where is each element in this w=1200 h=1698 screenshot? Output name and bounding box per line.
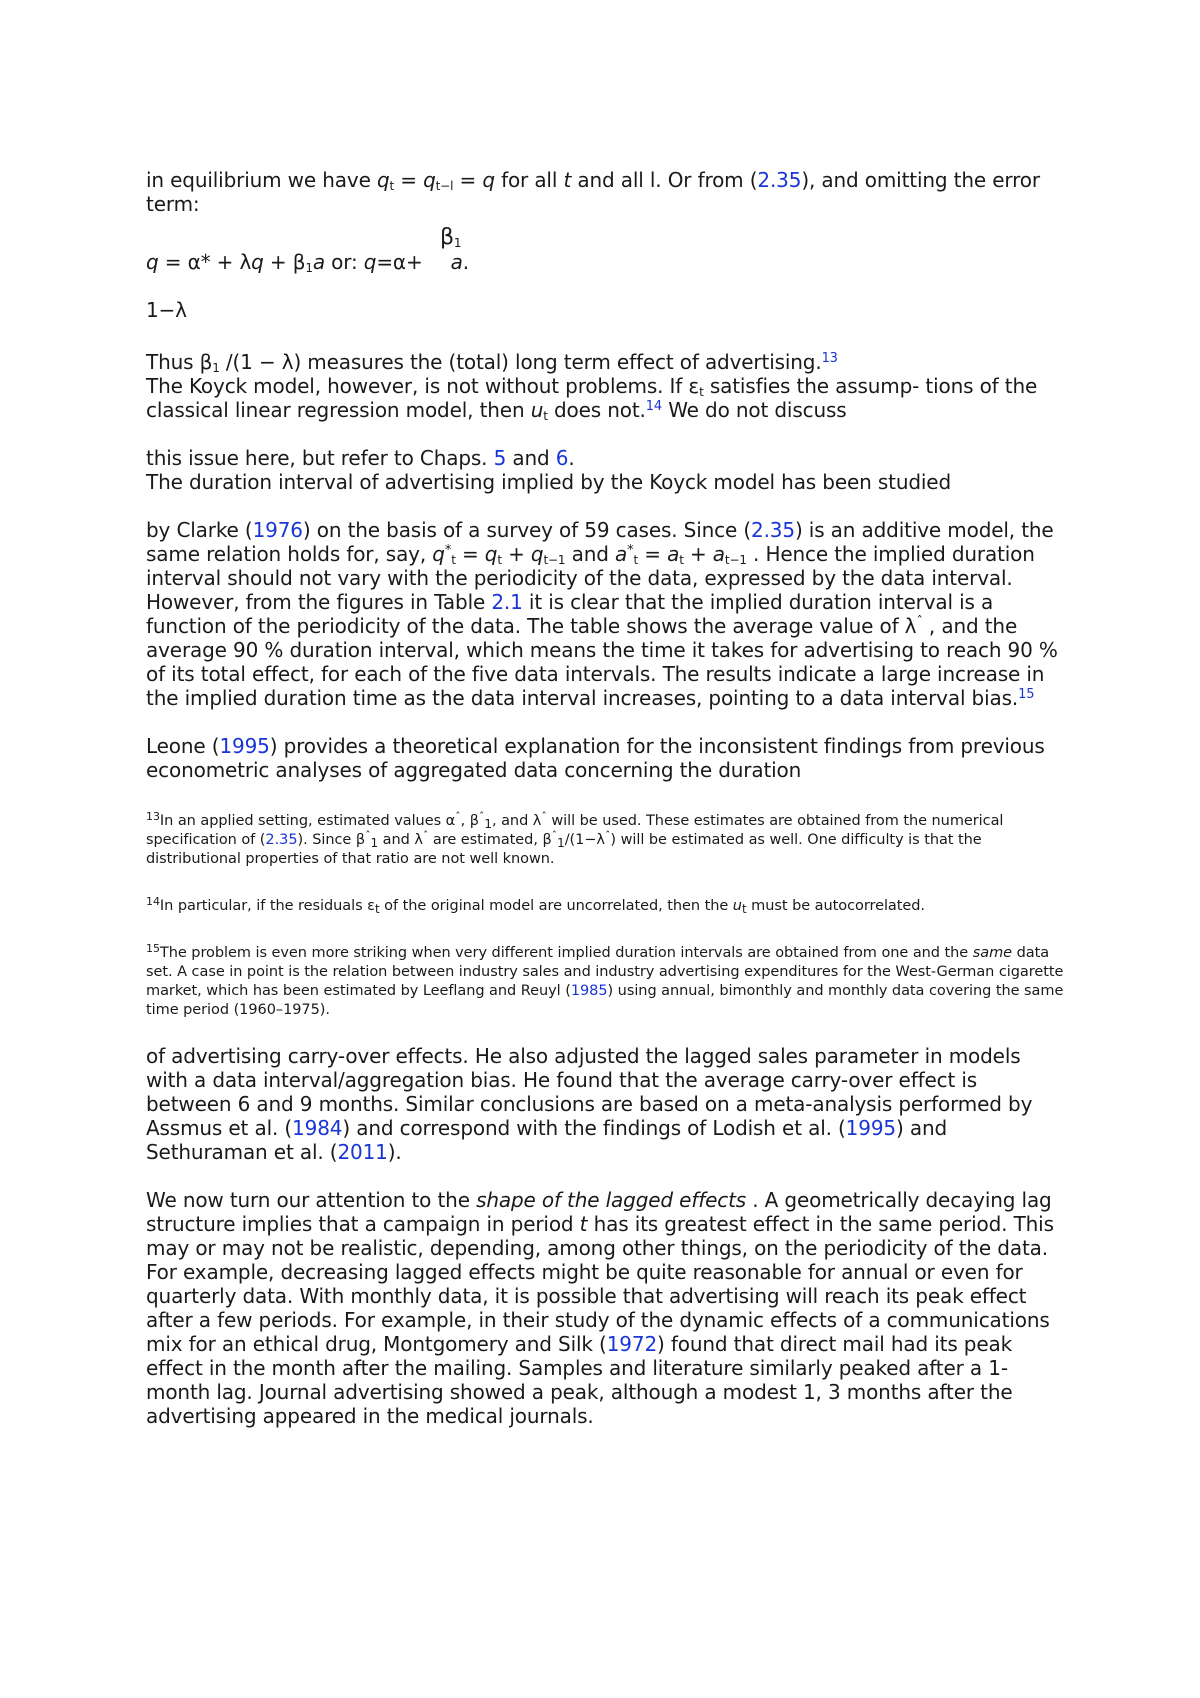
paragraph-clarke: by Clarke (1976) on the basis of a survey of 59 cases. Since (2.35) is an additive model, the same relation holds for, say, $q^*_t = q_t + q_{t-1}$ and $a^*_t = a_t + a_{t-1}$ . Hence the implied duration interval should not vary with the periodicity of the data, expressed by the data interval. However, from the figures in Table 2.1 it is clear that the implied duration interval is a function of the periodicity of the data. The table shows the average value of $\lambda^ˆ$ , and the average 90 % duration interval, which means the time it takes for advertising to reach 90 % of its total effect, for each of the five data intervals. The results indicate a large increase in the implied duration time as the data interval increases, pointing to a data interval bias.$^{15}$ bbox=[146, 518, 1058, 710]
equation-long-term: $\beta_1$ $q = \alpha* + \lambda q + \beta_1a$ or: q=α+ a. bbox=[146, 225, 469, 275]
footnote-15: $^{15}$The problem is even more striking when very different implied duration intervals are obtained from one and the same data set. A case in point is the relation between industry sales and industry advertising expenditures for the West-German cigarette market, which has been estimated by Leeflang and Reuyl (1985) using annual, bimonthly and monthly data covering the same time period (1960–1975). bbox=[146, 942, 1064, 1018]
footnote-14: $^{14}$In particular, if the residuals $\varepsilon_t$ of the original model are uncorrelated, then the $u_t$ must be autocorrelated. bbox=[146, 895, 925, 916]
paragraph-equilibrium: in equilibrium we have $q_t = q_{t-l} = q$ for all t and all l. Or from (2.35), and omitting the error term: bbox=[146, 168, 1040, 216]
chapter-6-link[interactable]: 6 bbox=[555, 446, 569, 470]
chapter-5-link[interactable]: 5 bbox=[493, 446, 507, 470]
equation-fraction-numerator: $\beta_1$ bbox=[440, 225, 462, 250]
paragraph-carry-over: of advertising carry-over effects. He also adjusted the lagged sales parameter in models with a data interval/aggregation bias. He found that the average carry-over effect is between 6 and 9 months. Similar conclusions are based on a meta-analysis performed by Assmus et al. (1984) and correspond with the findings of Lodish et al. (1995) and Sethuraman et al. (2011). bbox=[146, 1044, 1033, 1164]
table-2-1-link[interactable]: 2.1 bbox=[491, 590, 523, 614]
citation-leone-1995[interactable]: 1995 bbox=[219, 734, 270, 758]
page-content bbox=[146, 168, 1066, 1428]
footnote-13: $^{13}$In an applied setting, estimated values $\alpha^ˆ$, $\beta^ˆ_1$, and $\lambda^ˆ$ will be used. These estimates are obtained from the numerical specification of (2.35). Since $\beta^ˆ_1$ and $\lambda^ˆ$ are estimated, $\beta^ˆ_1/(1-\lambda^ˆ)$ will be estimated as well. One difficulty is that the distributional properties of that ratio are not well known. bbox=[146, 810, 1004, 867]
citation-sethuraman-2011[interactable]: 2011 bbox=[337, 1140, 388, 1164]
citation-leeflang-reuyl-1985[interactable]: 1985 bbox=[570, 983, 608, 999]
citation-lodish-1995[interactable]: 1995 bbox=[845, 1116, 896, 1140]
footnote-15-link[interactable]: 15 bbox=[1018, 687, 1035, 702]
paragraph-koyck-problems: The Koyck model, however, is not without problems. If $\varepsilon_t$ satisfies the assump- tions of the classical linear regression model, then $u_t$ does not.$^{14}$ We do not discuss bbox=[146, 374, 1038, 423]
equation-ref-link[interactable]: 2.35 bbox=[751, 518, 795, 542]
footnote-13-link[interactable]: 13 bbox=[821, 351, 838, 366]
paragraph-duration-interval: The duration interval of advertising implied by the Koyck model has been studied bbox=[146, 470, 952, 494]
paragraph-leone: Leone (1995) provides a theoretical explanation for the inconsistent findings from previous econometric analyses of aggregated data concerning the duration bbox=[146, 734, 1045, 782]
citation-assmus-1984[interactable]: 1984 bbox=[292, 1116, 343, 1140]
paragraph-thus: Thus $\beta_1$ /(1 − λ) measures the (total) long term effect of advertising.$^{13}$ bbox=[146, 350, 838, 375]
footnote-14-link[interactable]: 14 bbox=[645, 399, 663, 414]
equation-denominator: 1−λ bbox=[146, 298, 187, 322]
citation-clarke-1976[interactable]: 1976 bbox=[252, 518, 303, 542]
paragraph-chaps: this issue here, but refer to Chaps. 5 and 6. bbox=[146, 446, 575, 470]
citation-montgomery-silk-1972[interactable]: 1972 bbox=[606, 1332, 658, 1356]
paragraph-lag-shape: We now turn our attention to the shape of the lagged effects . A geometrically decaying lag structure implies that a campaign in period t has its greatest effect in the same period. This may or may not be realistic, depending, among other things, on the periodicity of the data. For example, decreasing lagged effects might be quite reasonable for annual or even for quarterly data. With monthly data, it is possible that advertising will reach its peak effect after a few periods. For example, in their study of the dynamic effects of a communications mix for an ethical drug, Montgomery and Silk (1972) found that direct mail had its peak effect in the month after the mailing. Samples and literature similarly peaked after a 1-month lag. Journal advertising showed a peak, although a modest 1, 3 months after the advertising appeared in the medical journals. bbox=[146, 1188, 1054, 1428]
equation-ref-link[interactable]: 2.35 bbox=[265, 832, 298, 848]
equation-ref-link[interactable]: 2.35 bbox=[757, 168, 802, 192]
